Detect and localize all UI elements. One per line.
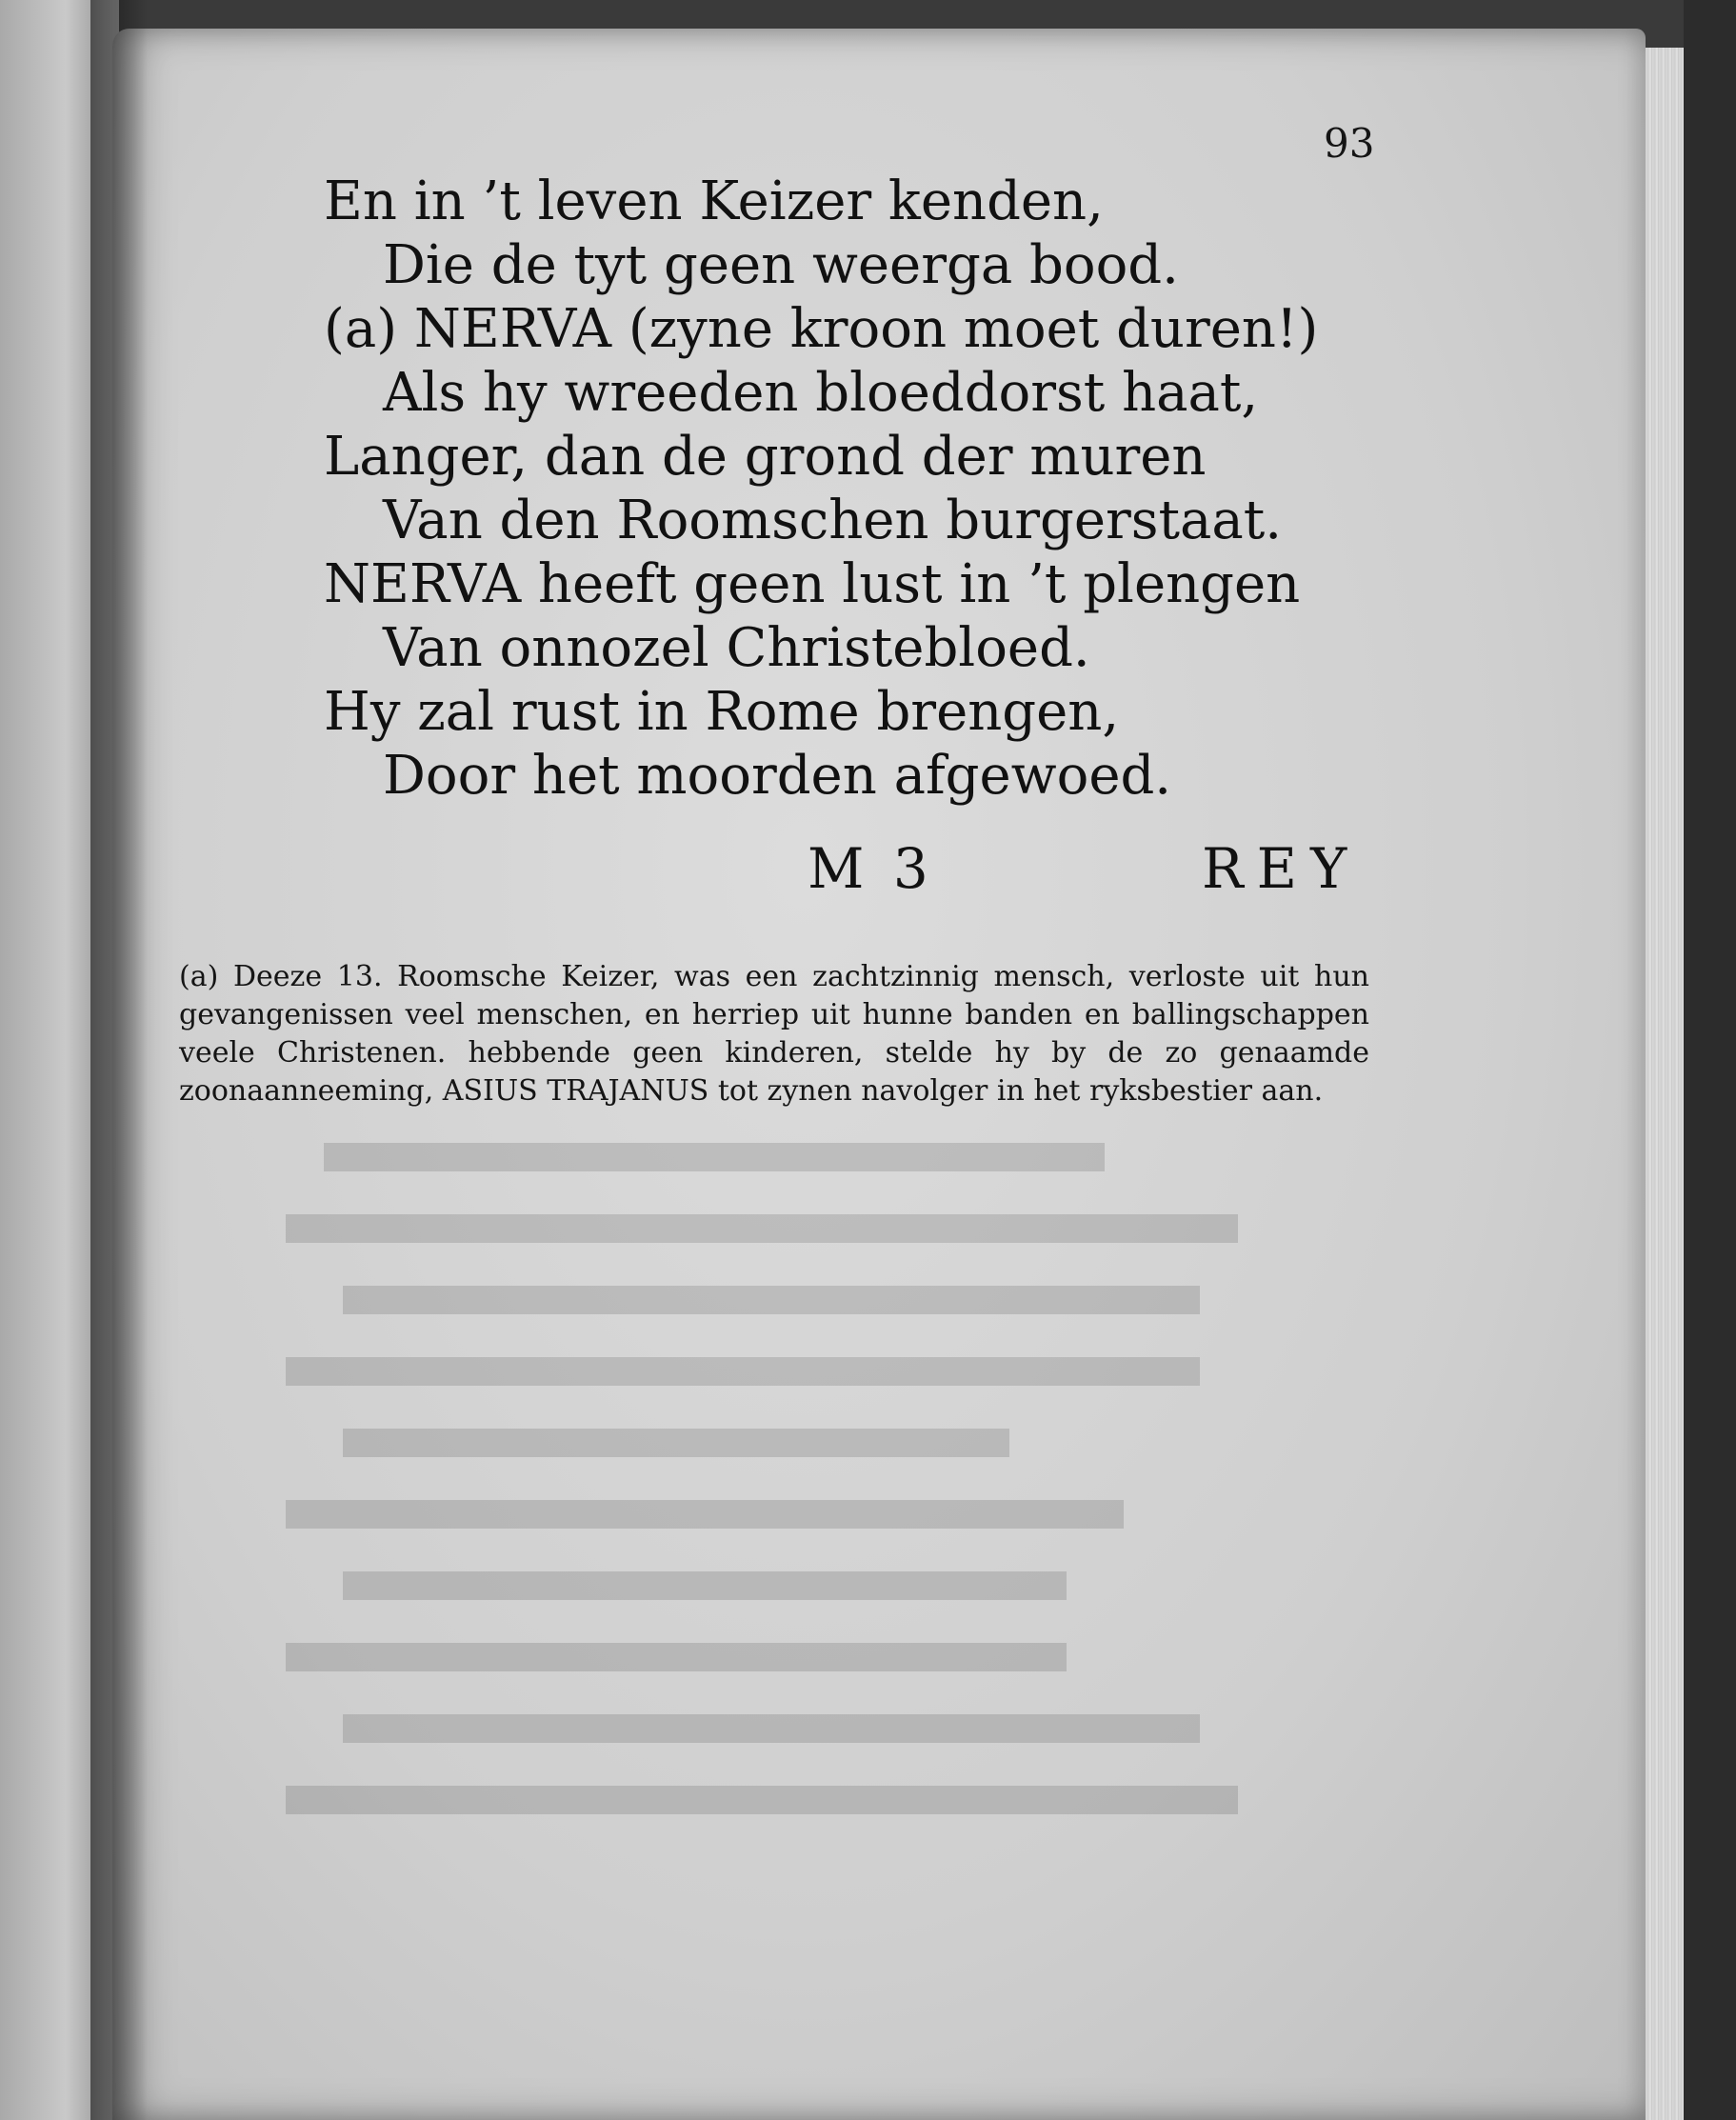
background-surface	[1684, 0, 1736, 2120]
footnote: (a) Deeze 13. Roomsche Keizer, was een zachtzinnig mensch, verloste uit hun gevangenissen veel menschen, en herriep uit hunne banden en ballingschappen veele Christenen. hebbende geen kinderen, stelde hy by de zo genaamde zoonaanneeming, ASIUS TRAJANUS tot zynen navolger in het ryksbestier aan.	[179, 960, 1369, 1108]
verse-line: Als hy wreeden bloeddorst haat,	[383, 362, 1259, 424]
verse-line: Die de tyt geen weerga bood.	[383, 234, 1179, 296]
verse-line: Van den Roomschen burgerstaat.	[383, 490, 1283, 551]
verse-line: Van onnozel Christebloed.	[383, 617, 1090, 679]
verse-line: Langer, dan de grond der muren	[324, 426, 1207, 488]
verse-line: Hy zal rust in Rome brengen,	[324, 681, 1120, 743]
gutter-shadow	[90, 0, 148, 2120]
page-number: 93	[1324, 120, 1375, 167]
verse-line: (a) NERVA (zyne kroon moet duren!)	[324, 298, 1319, 360]
verse-line: En in ’t leven Keizer kenden,	[324, 170, 1104, 232]
verse-line: Door het moorden afgewoed.	[383, 745, 1172, 807]
verse	[324, 170, 1419, 808]
verse-line: NERVA heeft geen lust in ’t plengen	[324, 553, 1301, 615]
page-stack-edge	[1646, 48, 1684, 2120]
signature-mark: M 3	[808, 836, 934, 901]
catchword: REY	[1202, 836, 1361, 901]
